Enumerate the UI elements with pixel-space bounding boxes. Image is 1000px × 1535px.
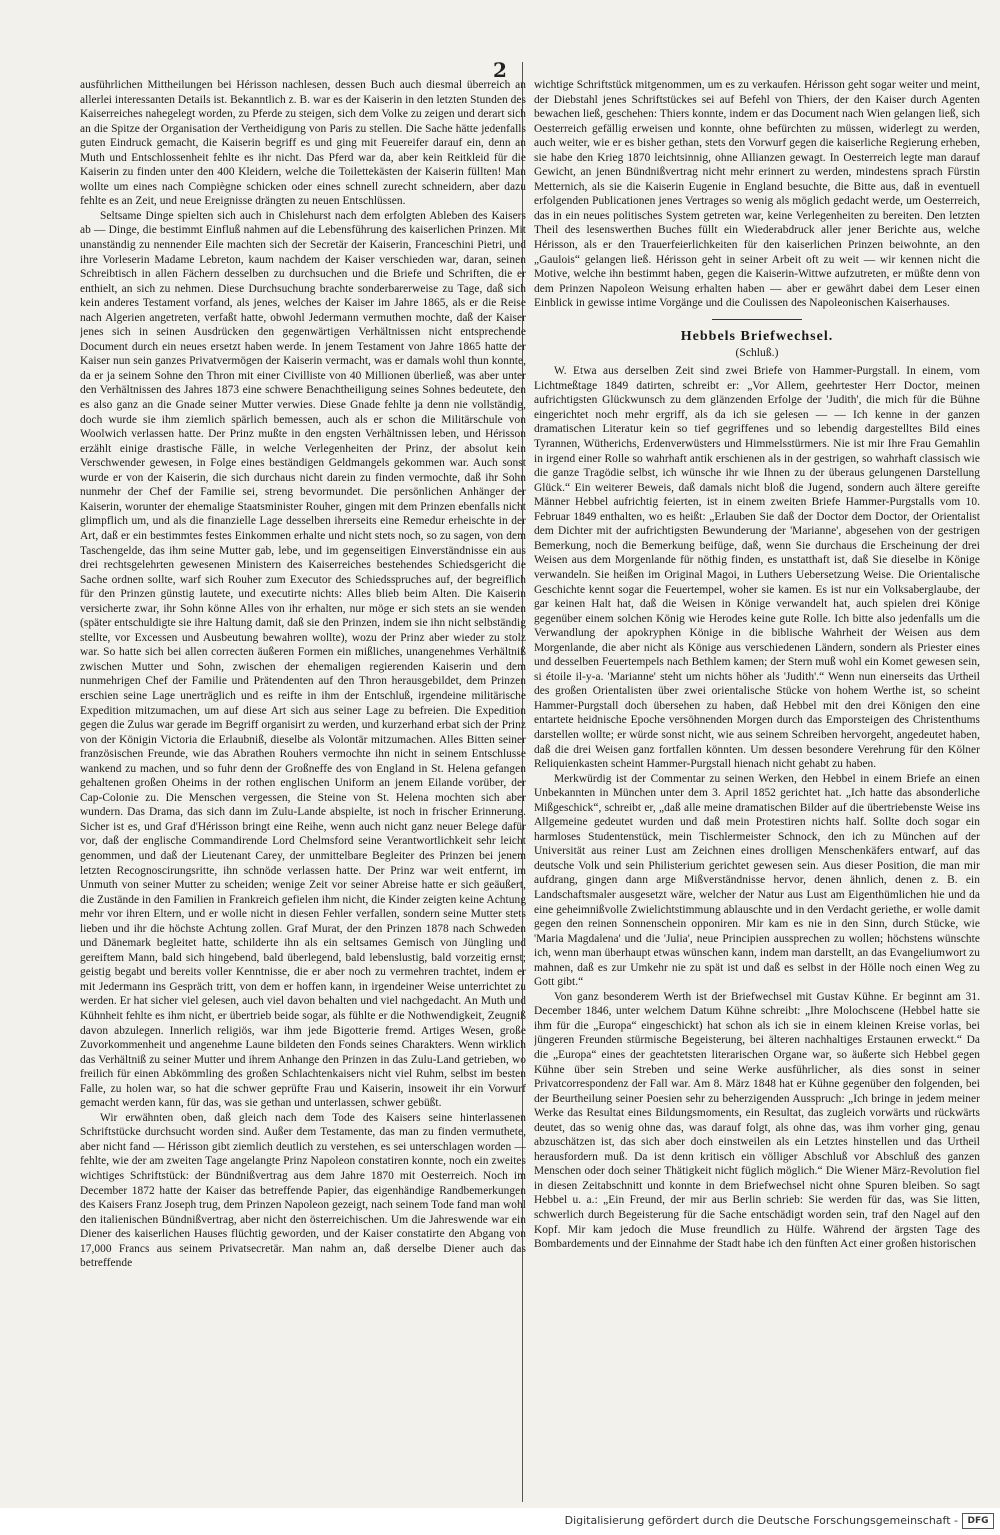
page-number: 2	[493, 58, 507, 82]
paragraph: Seltsame Dinge spielten sich auch in Chislehurst nach dem erfolgten Ableben des Kaisers ab — Dinge, die bestimmt Einfluß nahmen auf die Lebensführung des kaiserlichen Prinzen. Mit unanständig zu nennender Eile machten sich der Secretär der Kaiserin, Franceschini Pietri, und ihre Vorleserin Madame Lebreton, kaum nachdem der Kaiser verschieden war, daran, seinen Schreibtisch in allen Fächern desselben zu durchsuchen und die Briefe und Schriften, die er enthielt, an sich zu nehmen. Diese Durchsuchung brachte sonderbarerweise zu Tage, daß sich kein anderes Testament vorfand, als jenes, welches der Kaiser im Jahre 1865, als er die Reise nach Algerien angetreten, verfaßt hatte, obwohl Jedermann vermuthen mochte, daß der Kaiser jenes sich in seinen Ausdrücken den gegenwärtigen Verhältnissen nicht entsprechende Document durch ein neues ersetzt haben werde. In jenem Testament von Jahre 1865 hatte der Kaiser nun sein ganzes Privatvermögen der Kaiserin vermacht, was er damals wohl thun konnte, da er ja seinem Sohne den Thron mit einer Civilliste von 40 Millionen überließ, was aber unter den Verhältnissen des Jahres 1873 eine schwere Benachtheiligung seines Sohnes bedeutete, den es also ganz an die Gnade seiner Mutter verwies. Diese Gnade fehlte ja denn nie vollständig, doch wurde sie ihm ziemlich spärlich bemessen, auch als er schon die Militärschule von Woolwich verlassen hatte. Der Prinz mußte in den engsten Verhältnissen leben, und Hérisson erzählt einige drastische Fälle, in welche Verlegenheiten der Prinz, der absolut kein Verschwender gewesen, in Folge eines beständigen Geldmangels gekommen war. Auch sonst wurde er von der Kaiserin, die sich durchaus nicht darein zu finden vermochte, daß ihr Sohn nunmehr der Chef der Familie sei, streng bevormundet. Die persönlichen Anhänger der Kaiserin, worunter der ehemalige Staatsminister Rouher, gingen mit dem Prinzen ebenfalls nicht glimpflich um, und als die finanzielle Lage desselben ihrerseits eine Remedur erheischte in der Art, daß er ein bestimmtes festes Einkommen erhalte und nicht stets noch, so zu sagen, von dem Taschengelde, das ihm seine Mutter gab, lebe, und im gegenseitigen Einverständnisse ein aus drei rechtsgelehrten gewesenen Ministern des Kaiserreiches bestehendes Schiedsgericht die Sache ordnen sollte, warf sich Rouher zum Executor des Schiedsspruches auf, der begreiflich für den Prinzen günstig lautete, und executirte nichts: Alles blieb beim Alten. Die Kaiserin versicherte zwar, ihr Sohn könne Alles von ihr erhalten, nur möge er sich stets an sie wenden (später entschuldigte sie ihre Haltung damit, daß sie den Prinzen, indem sie ihn nicht selbständig stellte, vor Excessen und Ausbeutung bewahren wollte), wozu der Prinz aber wieder zu stolz war. So hatte sich bei allen correcten äußeren Formen ein mißliches, unangenehmes Verhältniß zwischen Mutter und Sohn, zwischen der ehemaligen regierenden Kaiserin und dem nunmehrigen Chef der Familie und Prätendenten auf den Thron herausgebildet, dem Prinzen erschien seine Lage unerträglich und es reifte in ihm der Entschluß, irgendeine militärische Expedition mitzumachen, um auf diese Art sich aus seiner Lage zu befreien. Die Expedition gegen die Zulus war gerade im Begriff organisirt zu werden, und kurzerhand erbat sich der Prinz von der Königin Victoria die Erlaubniß, dieselbe als Volontär mitzumachen. Alles Bitten seiner französischen Freunde, wie das Abrathen Rouhers vermochte ihn nicht in seinem Entschlusse wankend zu machen, und so fuhr denn der Großneffe des von England in St. Helena gefangen gehaltenen großen Oheims in der rothen englischen Uniform an jenem Eilande vorüber, der Cap-Colonie zu. Die Menschen vergessen, die Steine von St. Helena mochten sich aber wundern. Das Drama, das sich dann im Zulu-Lande abspielte, ist noch in frischer Erinnerung. Sicher ist es, und Graf d'Hérisson bringt eine Reihe, wenn auch nicht ganz neuer Belege dafür vor, daß der englische Commandirende Lord Chelmsford seine Verantwortlichkeit sehr leicht genommen, und daß der Lieutenant Carey, der unmittelbare Begleiter des Prinzen bei jenem letzten Recognoscirungsritte, ihn schnöde verlassen hatte. Der Prinz war weit entfernt, im Unmuth von seiner Mutter zu scheiden; wenige Zeit vor seiner Abreise hatte er sich geäußert, die Zustände in den Familien in Frankreich gefielen ihm nicht, die Kinder zeigten keine Achtung mehr vor ihren Eltern, und er wolle nicht in diesen Fehler verfallen, sondern seine Mutter stets lieben und ihr die höchste Achtung zollen. Graf Murat, der den Prinzen 1878 nach Schweden und Dänemark begleitet hatte, schilderte ihn als ein seltsames Gemisch von Jüngling und gereiftem Mann, bald sich hingebend, bald überlegend, bald lebenslustig, bald vorzeitig ernst; geistig begabt und bereits voller Kenntnisse, die er aber noch zu vermehren trachtet, indem er mit Jedermann ins Gespräch tritt, von dem er hoffen kann, in irgendeiner Weise unterrichtet zu werden. Er hat sicher viel gelesen, auch viel davon behalten und viel nachgedacht. An Muth und Kühnheit fehlte es ihm nicht, er übertrieb beide sogar, als fühlte er die Nothwendigkeit, Zeugniß davon abzulegen. Innerlich religiös, war ihm jede Bigotterie fremd. Artiges Wesen, große Zuvorkommenheit und angenehme Laune bildeten den Fonds seines Charakters. Wenn wirklich das Verhältniß zu seiner Mutter und ihrem Anhange den Prinzen in das Zulu-Land getrieben, wo freilich für einen Abkömmling des großen Schlachtenkaisers nicht viel Ruhm, selbst im besten Falle, zu holen war, so hat die schwer geprüfte Frau und Kaiserin, insoweit ihr ein Vorwurf gemacht werden kann, für das, was sie gethan und unterlassen, schwer gebüßt.	[80, 209, 526, 1110]
article-heading: Hebbels Briefwechsel.	[680, 328, 834, 344]
dfg-logo-icon: DFG	[962, 1513, 994, 1529]
footer-credit: Digitalisierung gefördert durch die Deutsche Forschungsgemeinschaft -	[564, 1514, 958, 1527]
paragraph: ausführlichen Mittheilungen bei Hérisson nachlesen, dessen Buch auch diesmal überreich an allerlei interessanten Details ist. Bekanntlich z. B. war es der Kaiserin in den letzten Stunden des Kaiserreiches nahegelegt worden, zu Pferde zu steigen, sich dem Volke zu zeigen und derart sich an die Spitze der Organisation der Vertheidigung von Paris zu stellen. Die Sache hätte jedenfalls guten Eindruck gemacht, die Kaiserin begriff es und ging mit Feuereifer darauf ein, denn an Muth und Entschlossenheit fehlte es ihr nicht. Das Pferd war da, aber kein Reitkleid für die Kaiserin zu finden unter den 400 Kleidern, welche die Toilettekästen der Kaiserin füllten! Man wollte um eines nach Compiègne schicken oder eines schnell zurecht schneidern, aber dazu fehlte es an Zeit, und neue Ereignisse drängten zu neuen Entschlüssen.	[80, 79, 526, 208]
paragraph: Wir erwähnten oben, daß gleich nach dem Tode des Kaisers seine hinterlassenen Schriftstücke durchsucht worden sind. Außer dem Testamente, das man zu finden vermuthete, aber nicht fand — Hérisson gibt ziemlich deutlich zu verstehen, es sei unterschlagen worden — fehlte, wie der am zweiten Tage angelangte Prinz Napoleon constatiren konnte, noch ein zweites wichtiges Schriftstück: der Bündnißvertrag aus dem Jahre 1870 mit Oesterreich. Noch im December 1872 hatte der Kaiser das betreffende Papier, das eigenhändige Randbemerkungen des Kaisers Franz Joseph trug, dem Prinzen Napoleon gezeigt, nach seinem Tode fand man wohl den italienischen Bündnißvertrag, aber nicht den österreichischen. Um die Jahreswende war ein Diener des kaiserlichen Hauses flüchtig geworden, und der Kaiser constatirte den Abgang von 17,000 Francs aus seinem Privatsecretär. Man nahm an, daß derselbe Diener auch das betreffende	[80, 1111, 526, 1270]
right-column	[534, 78, 980, 1498]
section-separator	[712, 319, 802, 320]
paragraph: wichtige Schriftstück mitgenommen, um es zu verkaufen. Hérisson geht sogar weiter und meint, der Diebstahl jenes Schriftstückes sei auf Befehl von Thiers, der den Kaiser durch Agenten bewachen ließ, geschehen: Thiers konnte, indem er das Document nach Wien gelangen ließ, sich Oesterreich gefällig erweisen und konnte, ohne befürchten zu müssen, widerlegt zu werden, auch weiter, wie er es bisher gethan, stets den Vorwurf gegen die kaiserliche Regierung erheben, sie habe den Krieg 1870 leichtsinnig, ohne Allianzen gewagt. In Oesterreich legte man darauf Gewicht, an jenen Bündnißvertrag nicht mehr erinnert zu werden, mindestens sprach Fürstin Metternich, als sie die Kaiserin Eugenie in England besuchte, die Bitte aus, daß in eventuell erfolgenden Publicationen jenes Vertrages so wenig als möglich gedacht werde, um Oesterreich, das in ein neues politisches System getreten war, keine Verlegenheiten zu bereiten. Den letzten Theil des lesenswerthen Buches füllt ein Wiederabdruck aller jener Berichte aus, welche Hérisson, als er den Trauerfeierlichkeiten für den kaiserlichen Prinzen beiwohnte, an den „Gaulois“ gelangen ließ. Hérisson geht in seiner Arbeit oft zu weit — wir kennen nicht die Motive, welche ihn bestimmt haben, gegen die Kaiserin-Wittwe aufzutreten, er müßte denn von dem Prinzen Napoleon Weisung erhalten haben — aber er gewährt dabei dem Leser einen Einblick in gewisse intime Vorgänge und die Coulissen des Napoleonischen Kaiserhauses.	[534, 79, 980, 310]
article-subheading: (Schluß.)	[735, 346, 779, 359]
paragraph: Von ganz besonderem Werth ist der Briefwechsel mit Gustav Kühne. Er beginnt am 31. December 1846, unter welchem Datum Kühne schreibt: „Ihre Molochscene (Hebbel hatte sie ihm für die „Europa“ eingeschickt) hat schon als ich sie in einem kleinen Kreise vorlas, bei jüngeren Freunden stürmische Begeisterung, bei älteren nachhaltiges Erstaunen erweckt.“ Da die „Europa“ eines der geachtetsten literarischen Organe war, so äußerte sich Hebbel gegen Kühne über sein Streben und seine Werke ausführlicher, als dies sonst in seiner Privatcorrespondenz der Fall war. Am 8. März 1848 hat er Kühne gegenüber den folgenden, bei der Beurtheilung seiner Poesien sehr zu beherzigenden Ausspruch: „Ich bringe in jedem meiner Werke das Resultat eines Bildungsmoments, ein Resultat, das zugleich vorwärts und rückwärts deutet, das so wenig ohne das, was darauf folgt, als ohne das, was ihm vorher ging, genau abzuschätzen ist, das sich aber doch einstweilen als ein Letztes hinstellen und das Urtheil herausfordern muß. Da ist denn kritisch ein völliger Abschluß vor Abschluß des ganzen Menschen oder doch seiner Thätigkeit nicht füglich möglich.“ Die Wiener März-Revolution fiel in diesen Zeitabschnitt und konnte in dem Briefwechsel nicht ohne Spuren bleiben. So sagt Hebbel u. a.: „Ein Freund, der mir aus Berlin schrieb: Sie werden für das, was Sie litten, schwerlich durch Begeisterung für die Sache entschädigt worden sein, traf den Nagel auf den Kopf. Mir kam jedoch die Muse freundlich zu Hülfe. Während der ärgsten Tage des Bombardements und der Einnahme der Stadt habe ich den fünften Act einer großen historischen	[534, 990, 980, 1251]
paragraph: W. Etwa aus derselben Zeit sind zwei Briefe von Hammer-Purgstall. In einem, vom Lichtmeßtage 1849 datirten, schreibt er: „Vor Allem, geehrtester Herr Doctor, meinen aufrichtigsten Glückwunsch zu dem glänzenden Erfolge der 'Judith', die mich für die Bühne eingerichtet noch mehr ergriff, als da ich sie gelesen — — Ich kenne in der ganzen dramatischen Literatur kein so tief gegriffenes und so lebendig dargestelltes Bild eines Tyrannen, Wütherichs, Erdenverwüsters und Himmelsstürmers. Nie ist mir Ihre Frau Gemahlin in irgend einer Rolle so wahrhaft antik erschienen als in der gestrigen, so wahrhaft classisch wie die ganze Tragödie selbst, ich wünsche ihr wie Ihnen zu der überaus gelungenen Darstellung Glück.“ Ein weiterer Beweis, daß damals nicht bloß die Jugend, sondern auch ältere gereifte Männer Hebbel aufrichtig feierten, ist in einem zweiten Briefe Hammer-Purgstalls vom 10. Februar 1849 enthalten, wo es heißt: „Erlauben Sie daß der Doctor dem Doctor, der Orientalist dem Dichter mit der aufrichtigsten Bewunderung der 'Marianne', abgesehen von der gestrigen Bemerkung, noch die Bemerkung beifüge, daß, wenn Sie durchaus die Erscheinung der drei Weisen aus dem Morgenlande für nöthig finden, es unstatthaft ist, daß Sie dieselbe in Könige verwandeln. Sie heißen im Original Magoi, in Luthers Uebersetzung Weise. Die Orientalische Geschichte kennt sogar die Feuertempel, woher sie kamen. Es ist nur ein Volksaberglaube, der gar keinen Halt hat, daß die Weisen in Könige verwandelt hat, auch spielen drei Könige gegenüber einem solchen König wie Herodes keine gute Rolle. Ich bitte also jedenfalls um die Verwandlung der apokryphen Könige in die biblische Wahrheit der Weisen aus dem Morgenlande, die aber nicht als Könige aus verschiedenen Ländern, sondern als Priester eines und desselben Feuertempels nach Bethlem kamen; der Stern muß wohl ein Komet gewesen sein, si étoile il-y-a. 'Marianne' steht um nichts höher als 'Judith'.“ Wenn nun einerseits das Urtheil des großen Orientalisten über zwei orientalische Stücke von hohem Werthe ist, so scheint Hammer-Purgstall doch übersehen zu haben, daß Hebbel mit den drei Königen den eine entartete heidnische Epoche versöhnenden Morgen durch das Emporsteigen des Christenthums darstellen wollte; er würde sonst nicht, wie aus seinem Schreiben hervorgeht, angedeutet haben, daß die drei Weisen ganz fortfallen könnten. Um dessen besondere Verehrung für den Kölner Reliquienkasten scheint Hammer-Purgstall hienach nicht gehabt zu haben.	[534, 365, 980, 771]
footer-bar	[0, 1508, 1000, 1535]
paragraph: Merkwürdig ist der Commentar zu seinen Werken, den Hebbel in einem Briefe an einen Unbekannten in München unter dem 3. April 1852 gerichtet hat. „Ich hatte das absonderliche Mißgeschick“, schreibt er, „daß alle meine dramatischen Bilder auf die übertriebenste Weise ins Allgemeine gedeutet wurden und daß mein Protestiren nichts half. Sollte doch sogar ein harmloses Studentenstück, mein Tischlermeister Schnock, den ich zu München auf der Universität aus reiner Lust am Zeichnen eines drolligen Menschenkäfers entwarf, auf das deutsche Volk und sein Philisterium gerichtet gewesen sein. Aus dieser Position, die man mir aufdrang, gingen dann arge Mißverständnisse hervor, denen ähnlich, denen z. B. ein Landschaftsmaler ausgesetzt wäre, welcher der Natur aus Lust am Eigenthümlichen hie und da eine geheimnißvolle Zwielichtstimmung ablauschte und in den Verdacht geriethe, er wolle damit gegen den reinen Sonnenschein opponiren. Mir kam es nie in den Sinn, durch Stücke, wie 'Maria Magdalena' und die 'Julia', neue Principien aussprechen zu wollen; höchstens wünschte ich, wenn man überhaupt etwas wünschen kann, indem man darstellt, an das Evangeliumwort zu mahnen, daß es zur Umkehr nie zu spät ist und daß es selbst in der Hölle noch einen Weg zu Gott gibt.“	[534, 772, 980, 989]
left-column	[80, 78, 526, 1498]
